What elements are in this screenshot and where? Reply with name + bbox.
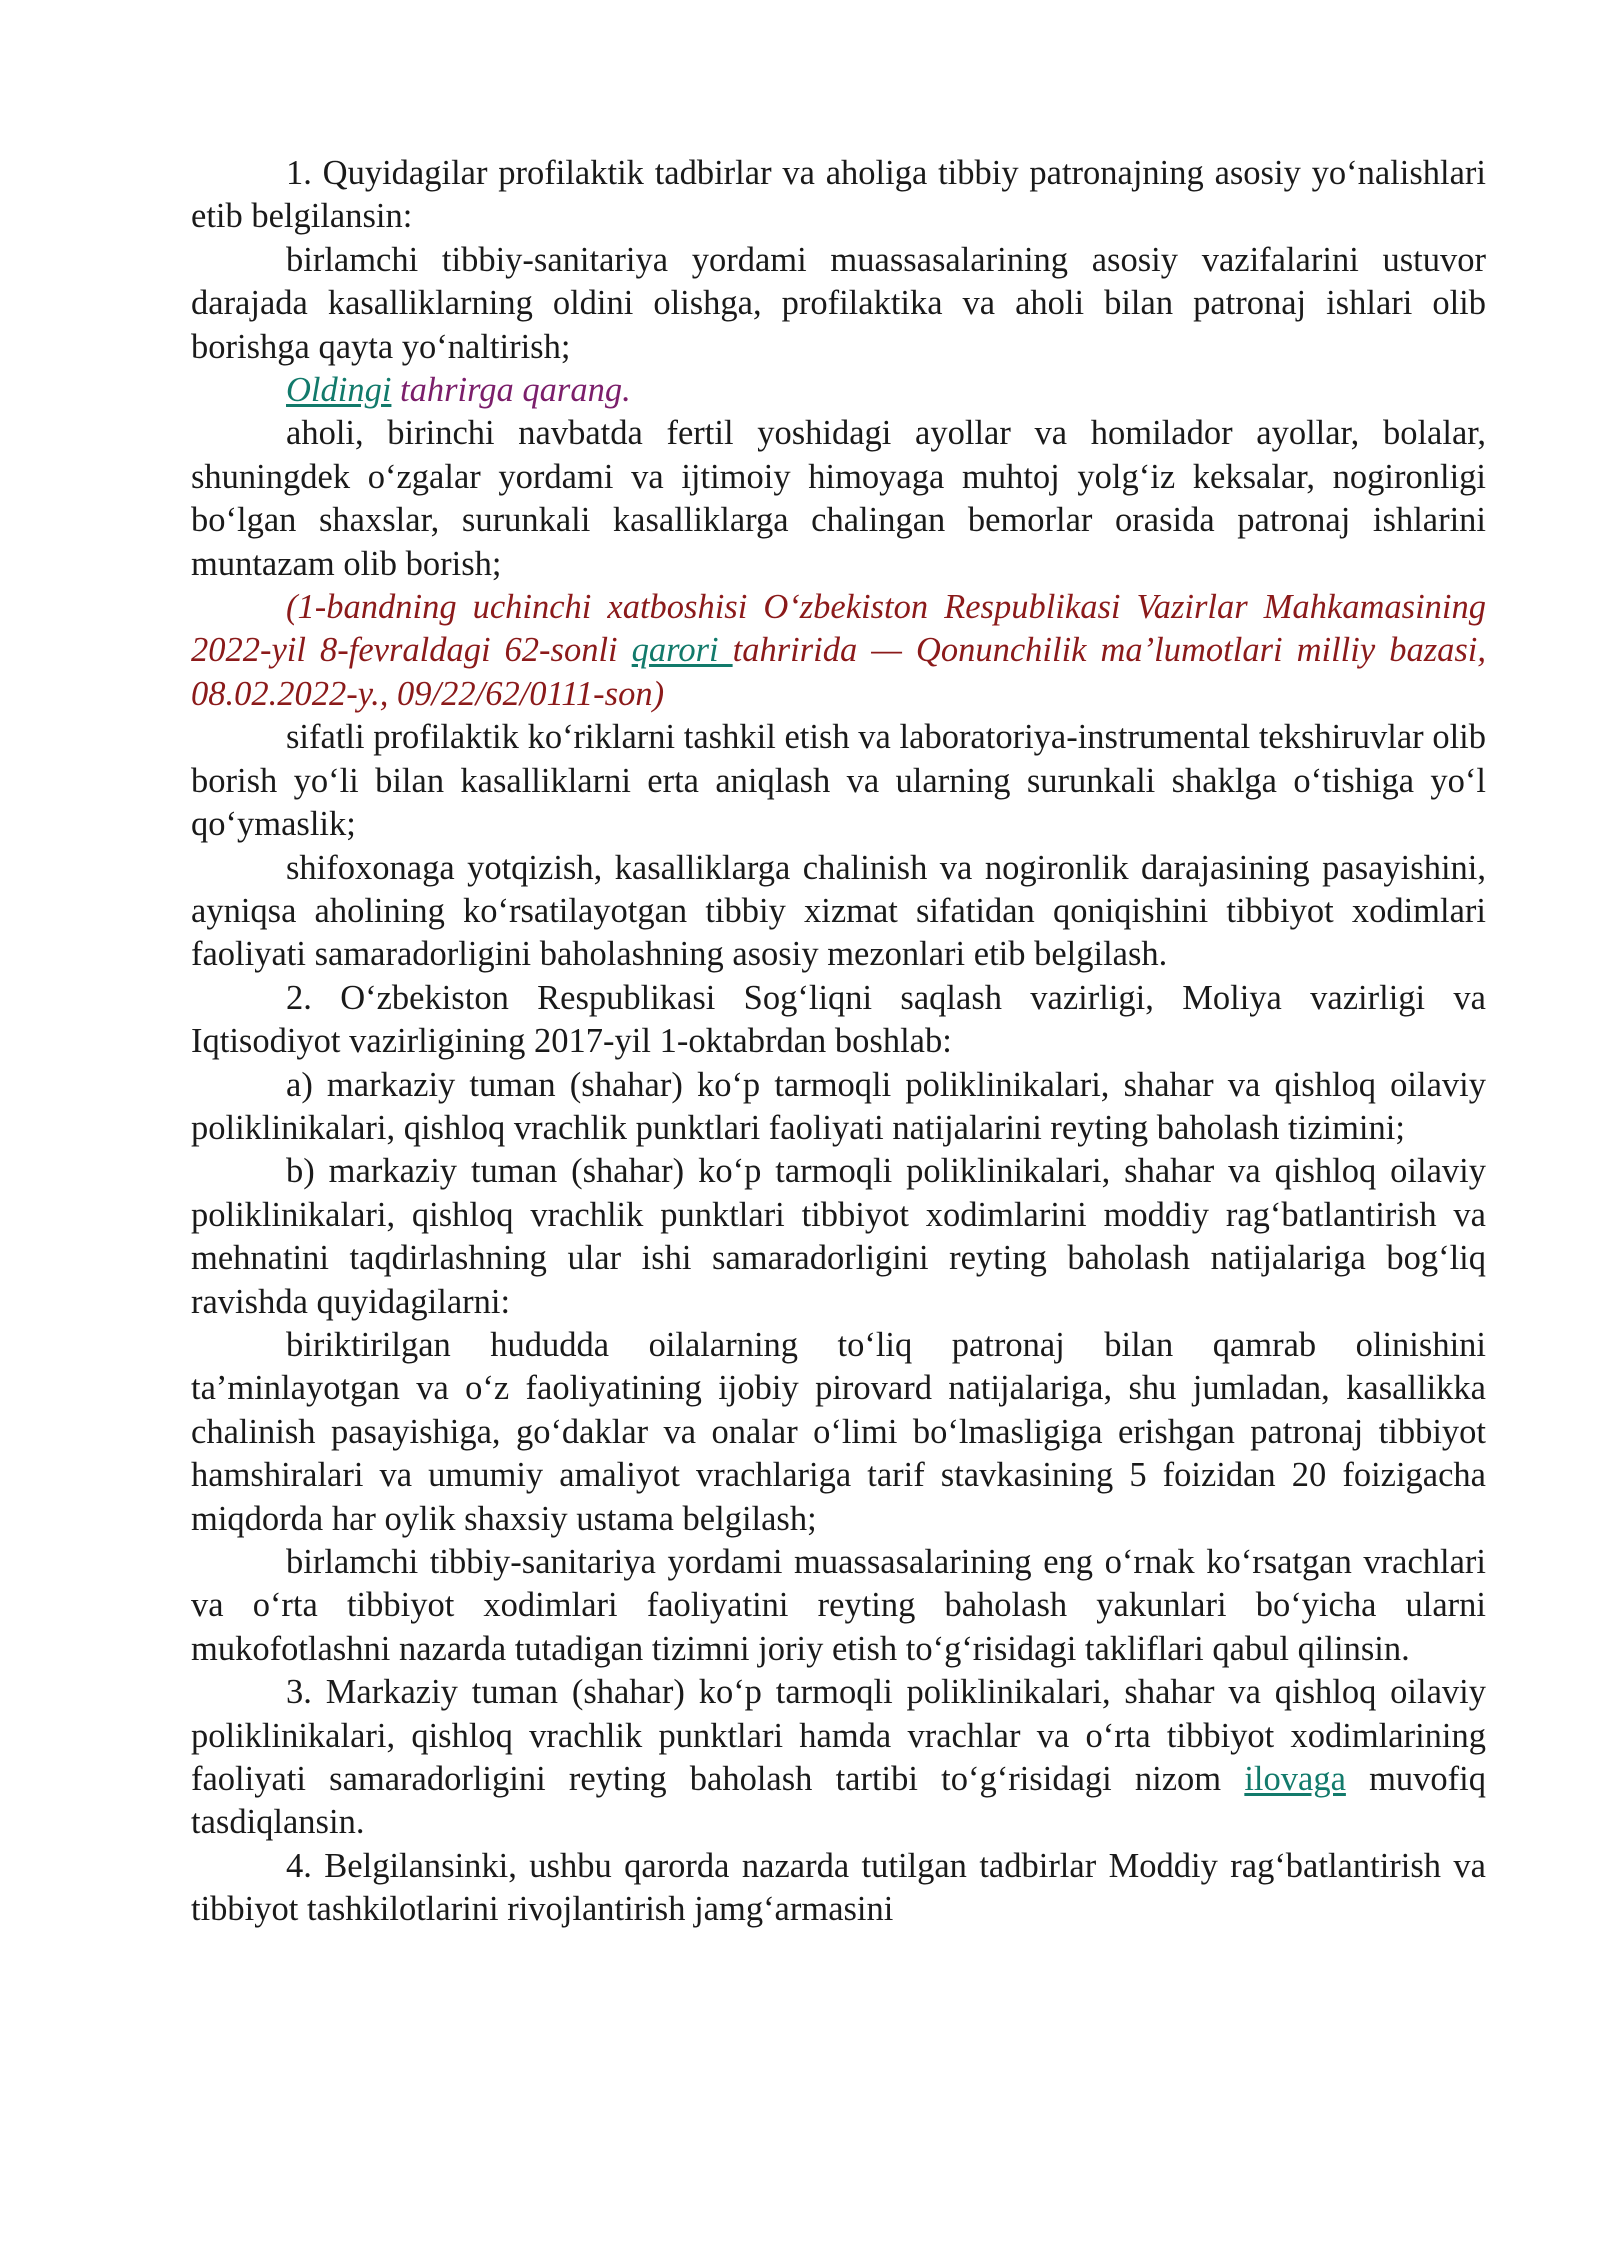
- amendment-note-before: (1-bandning uchinchi xatboshisi O‘zbekiston Respublikasi Vazirlar Mahkamasining 2022-yil 8-fevraldagi 62-sonli: [191, 588, 1486, 670]
- paragraph-reward-system: birlamchi tibbiy-sanitariya yordami muassasalarining eng o‘rnak ko‘rsatgan vrachlari va o‘rta tibbiyot xodimlari faoliyatini reyting baholash yakunlari bo‘yicha ularni mukofotlashni nazarda tutadigan tizimni joriy etish to‘g‘risidagi takliflari qabul qilinsin.: [191, 1543, 1486, 1668]
- paragraph-item-2: 2. O‘zbekiston Respublikasi Sog‘liqni saqlash vazirligi, Moliya vazirligi va Iqtisodiyot vazirligining 2017-yil 1-oktabrdan boshlab:: [191, 978, 1486, 1061]
- resolution-link[interactable]: qarori: [631, 631, 733, 670]
- paragraph-item-1: 1. Quyidagilar profilaktik tadbirlar va aholiga tibbiy patronajning asosiy yo‘nalishlari etib belgilansin:: [191, 154, 1486, 236]
- appendix-link[interactable]: ilovaga: [1244, 1760, 1346, 1799]
- paragraph-preventive-checkups: sifatli profilaktik ko‘riklarni tashkil etish va laboratoriya-instrumental tekshiruvlar olib borish yo‘li bilan kasalliklarni erta aniqlash va ularning surunkali shaklga o‘tishiga yo‘l qo‘ymaslik;: [191, 718, 1486, 844]
- amendment-note: [191, 586, 1486, 716]
- paragraph-patronage-work: aholi, birinchi navbatda fertil yoshidagi ayollar va homilador ayollar, bolalar, shuningdek o‘zgalar yordami va ijtimoiy himoyaga muhtoj yolg‘iz keksalar, nogironligi bo‘lgan shaxslar, surunkali kasalliklarga chalingan bemorlar orasida patronaj ishlarini muntazam olib borish;: [191, 414, 1486, 583]
- item-3-text-before: 3. Markaziy tuman (shahar) ko‘p tarmoqli poliklinikalari, shahar va qishloq oilaviy poliklinikalari, qishloq vrachlik punktlari hamda vrachlar va o‘rta tibbiyot xodimlarining faoliyati samaradorligini reyting baholash tartibi to‘g‘risidagi nizom: [191, 1673, 1486, 1799]
- previous-edition-link[interactable]: Oldingi: [286, 371, 392, 410]
- paragraph-primary-care-reorientation: birlamchi tibbiy-sanitariya yordami muassasalarining asosiy vazifalarini ustuvor darajada kasalliklarning oldini olishga, profilaktika va aholi bilan patronaj ishlari olib borishga qayta yo‘naltirish;: [191, 240, 1486, 366]
- paragraph-item-2b: b) markaziy tuman (shahar) ko‘p tarmoqli poliklinikalari, shahar va qishloq oilaviy poliklinikalari, qishloq vrachlik punktlari tibbiyot xodimlarini moddiy rag‘batlantirish va mehnatini taqdirlashning ular ishi samaradorligini reyting baholash natijalariga bog‘liq ravishda quyidagilarni:: [191, 1152, 1486, 1321]
- paragraph-evaluation-criteria: shifoxonaga yotqizish, kasalliklarga chalinish va nogironlik darajasining pasayishini, ayniqsa aholining ko‘rsatilayotgan tibbiy xizmat sifatidan qoniqishini tibbiyot xodimlari faoliyati samaradorligini baholashning asosiy mezonlari etib belgilash.: [191, 848, 1486, 974]
- document-body: [191, 152, 1486, 1932]
- paragraph-item-2a: a) markaziy tuman (shahar) ko‘p tarmoqli poliklinikalari, shahar va qishloq oilaviy poliklinikalari, qishloq vrachlik punktlari faoliyati natijalarini reyting baholash tizimini;: [191, 1065, 1486, 1147]
- paragraph-item-3: [191, 1671, 1486, 1845]
- previous-edition-note-text: tahrirga qarang.: [391, 371, 631, 410]
- paragraph-personal-bonus: biriktirilgan hududda oilalarning to‘liq patronaj bilan qamrab olinishini ta’minlayotgan va o‘z faoliyatining ijobiy pirovard natijalariga, shu jumladan, kasallikka chalinish pasayishiga, go‘daklar va onalar o‘limi bo‘lmasligiga erishgan patronaj tibbiyot hamshiralari va umumiy amaliyot vrachlariga tarif stavkasining 5 foizidan 20 foizigacha miqdorda har oylik shaxsiy ustama belgilash;: [191, 1325, 1486, 1538]
- item-3-text-after: muvofiq tasdiqlansin.: [191, 1760, 1486, 1842]
- previous-edition-note: [191, 369, 1486, 412]
- amendment-note-after: tahririda — Qonunchilik ma’lumotlari milliy bazasi, 08.02.2022-y., 09/22/62/0111-son): [191, 631, 1487, 713]
- paragraph-item-4: 4. Belgilansinki, ushbu qarorda nazarda tutilgan tadbirlar Moddiy rag‘batlantirish va tibbiyot tashkilotlarini rivojlantirish jamg‘armasini: [191, 1846, 1486, 1929]
